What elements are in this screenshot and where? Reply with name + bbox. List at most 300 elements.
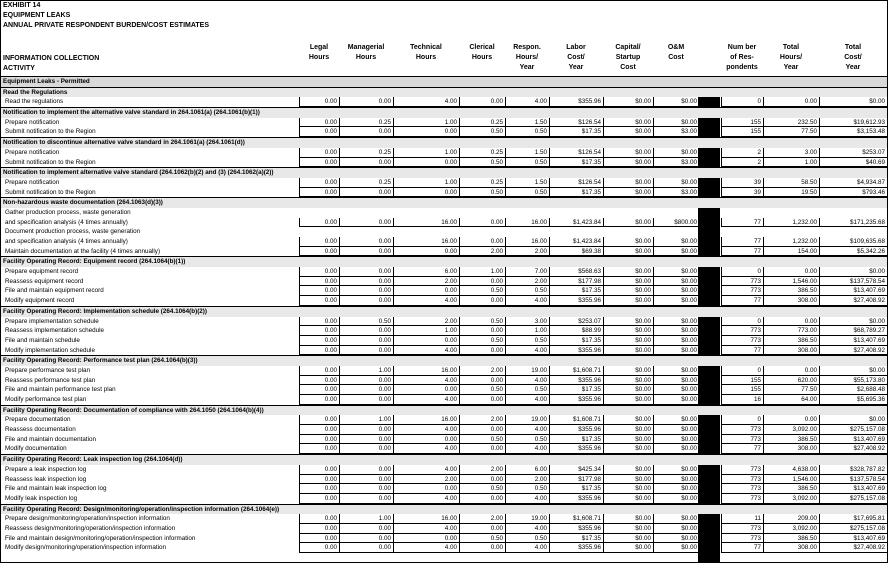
managerial-cell: 0.00 bbox=[339, 494, 393, 504]
clerical-cell: 0.50 bbox=[459, 286, 505, 296]
technical-cell: 0.00 bbox=[393, 484, 459, 494]
total-cost-cell: $5,695.36 bbox=[819, 395, 887, 405]
respondents-cell: 773 bbox=[721, 524, 763, 534]
labor-cost-cell: $1,608.71 bbox=[549, 366, 603, 376]
respondents-cell: 11 bbox=[721, 514, 763, 524]
table-row bbox=[1, 465, 887, 475]
clerical-cell: 2.00 bbox=[459, 366, 505, 376]
respondent-hours-cell: 4.00 bbox=[505, 395, 549, 405]
respondent-hours-cell: 19.00 bbox=[505, 514, 549, 524]
capital-cost-cell: $0.00 bbox=[603, 346, 653, 356]
total-cost-cell: $793.46 bbox=[819, 188, 887, 198]
respondent-hours-cell: 4.00 bbox=[505, 346, 549, 356]
activity-label: Modify design/monitoring/operation/inspection information bbox=[5, 544, 167, 552]
om-cost-cell: $0.00 bbox=[653, 267, 699, 277]
respondent-hours-cell: 19.00 bbox=[505, 415, 549, 425]
om-cost-cell: $0.00 bbox=[653, 385, 699, 395]
total-cost-cell: $13,407.69 bbox=[819, 435, 887, 445]
respondents-cell: 773 bbox=[721, 534, 763, 544]
labor-cost-cell: $425.34 bbox=[549, 465, 603, 475]
managerial-cell: 0.25 bbox=[339, 148, 393, 158]
total-cost-cell: $27,408.92 bbox=[819, 346, 887, 356]
column-header-managerial: Managerial Hours bbox=[347, 44, 385, 61]
total-cost-cell: $5,342.26 bbox=[819, 247, 887, 257]
total-cost-cell: $171,235.68 bbox=[819, 218, 887, 228]
table-row bbox=[1, 395, 887, 405]
respondents-cell: 773 bbox=[721, 435, 763, 445]
total-hours-cell: 386.50 bbox=[763, 336, 819, 346]
capital-cost-cell: $0.00 bbox=[603, 97, 653, 107]
om-cost-cell: $0.00 bbox=[653, 484, 699, 494]
table-row bbox=[1, 208, 887, 227]
technical-cell: 2.00 bbox=[393, 317, 459, 327]
labor-cost-cell: $355.96 bbox=[549, 425, 603, 435]
clerical-cell: 0.50 bbox=[459, 534, 505, 544]
managerial-cell: 0.00 bbox=[339, 376, 393, 386]
technical-cell: 0.00 bbox=[393, 435, 459, 445]
activity-label: File and maintain design/monitoring/operation/inspection information bbox=[5, 534, 196, 542]
legal-cell: 0.00 bbox=[299, 543, 339, 553]
respondent-hours-cell: 19.00 bbox=[505, 366, 549, 376]
activity-label: Modify equipment record bbox=[5, 297, 75, 305]
subsection-header-row bbox=[1, 256, 887, 267]
managerial-cell: 0.00 bbox=[339, 286, 393, 296]
om-cost-cell: $0.00 bbox=[653, 336, 699, 346]
column-header-respondent-hours: Respon. Hours/ Year bbox=[513, 44, 541, 71]
activity-label: Reassess documentation bbox=[5, 426, 76, 434]
table-row bbox=[1, 97, 887, 107]
table-row bbox=[1, 188, 887, 198]
table-row bbox=[1, 326, 887, 336]
om-cost-cell: $0.00 bbox=[653, 148, 699, 158]
activity-label: Reassess implementation schedule bbox=[5, 327, 105, 335]
legal-cell: 0.00 bbox=[299, 425, 339, 435]
respondents-cell: 773 bbox=[721, 465, 763, 475]
activity-label: Submit notification to the Region bbox=[5, 158, 96, 166]
clerical-cell: 0.00 bbox=[459, 494, 505, 504]
capital-cost-cell: $0.00 bbox=[603, 425, 653, 435]
om-cost-cell: $0.00 bbox=[653, 286, 699, 296]
om-cost-cell: $0.00 bbox=[653, 534, 699, 544]
technical-cell: 2.00 bbox=[393, 277, 459, 287]
clerical-cell: 0.00 bbox=[459, 524, 505, 534]
activity-label: File and maintain documentation bbox=[5, 435, 97, 443]
activity-column-header: INFORMATION COLLECTION ACTIVITY bbox=[3, 55, 100, 72]
legal-cell: 0.00 bbox=[299, 178, 339, 188]
total-hours-cell: 232.50 bbox=[763, 118, 819, 128]
clerical-cell: 0.50 bbox=[459, 484, 505, 494]
capital-cost-cell: $0.00 bbox=[603, 218, 653, 228]
respondents-cell: 0 bbox=[721, 267, 763, 277]
capital-cost-cell: $0.00 bbox=[603, 385, 653, 395]
technical-cell: 0.00 bbox=[393, 127, 459, 137]
respondents-cell: 155 bbox=[721, 127, 763, 137]
subsection-header-row bbox=[1, 454, 887, 465]
total-hours-cell: 1,232.00 bbox=[763, 237, 819, 247]
activity-label: Gather production process, waste generation and specification analysis (4 times annually) bbox=[5, 208, 131, 226]
legal-cell: 0.00 bbox=[299, 395, 339, 405]
capital-cost-cell: $0.00 bbox=[603, 148, 653, 158]
table-row bbox=[1, 336, 887, 346]
clerical-cell: 0.25 bbox=[459, 118, 505, 128]
respondent-hours-cell: 16.00 bbox=[505, 218, 549, 228]
activity-label: Submit notification to the Region bbox=[5, 128, 96, 136]
subsection-header-row bbox=[1, 107, 887, 118]
technical-cell: 0.00 bbox=[393, 188, 459, 198]
respondents-cell: 16 bbox=[721, 395, 763, 405]
capital-cost-cell: $0.00 bbox=[603, 465, 653, 475]
legal-cell: 0.00 bbox=[299, 435, 339, 445]
capital-cost-cell: $0.00 bbox=[603, 277, 653, 287]
capital-cost-cell: $0.00 bbox=[603, 494, 653, 504]
total-cost-cell: $3,153.48 bbox=[819, 127, 887, 137]
table-row bbox=[1, 415, 887, 425]
total-cost-cell: $4,934.87 bbox=[819, 178, 887, 188]
om-cost-cell: $3.00 bbox=[653, 127, 699, 137]
technical-cell: 16.00 bbox=[393, 218, 459, 228]
om-cost-cell: $800.00 bbox=[653, 218, 699, 228]
respondent-hours-cell: 0.50 bbox=[505, 385, 549, 395]
managerial-cell: 0.00 bbox=[339, 247, 393, 257]
activity-label: Read the Regulations bbox=[3, 88, 68, 96]
activity-label: Reassess equipment record bbox=[5, 277, 84, 285]
total-cost-cell: $27,408.92 bbox=[819, 543, 887, 553]
om-cost-cell: $0.00 bbox=[653, 317, 699, 327]
technical-cell: 16.00 bbox=[393, 237, 459, 247]
table-row bbox=[1, 346, 887, 356]
legal-cell: 0.00 bbox=[299, 97, 339, 107]
activity-label: Maintain documentation at the facility (4 times annually) bbox=[5, 247, 161, 255]
total-hours-cell: 0.00 bbox=[763, 97, 819, 107]
total-hours-cell: 1,232.00 bbox=[763, 218, 819, 228]
respondent-hours-cell: 0.50 bbox=[505, 286, 549, 296]
capital-cost-cell: $0.00 bbox=[603, 118, 653, 128]
activity-label: Modify leak inspection log bbox=[5, 494, 78, 502]
activity-label: File and maintain schedule bbox=[5, 336, 80, 344]
activity-label: Document production process, waste generation and specification analysis (4 times annually) bbox=[5, 228, 141, 246]
respondent-hours-cell: 7.00 bbox=[505, 267, 549, 277]
technical-cell: 16.00 bbox=[393, 415, 459, 425]
clerical-cell: 2.00 bbox=[459, 514, 505, 524]
activity-label: Prepare a leak inspection log bbox=[5, 465, 87, 473]
labor-cost-cell: $355.96 bbox=[549, 346, 603, 356]
om-cost-cell: $0.00 bbox=[653, 444, 699, 454]
column-header-legal: Legal Hours bbox=[308, 44, 330, 61]
clerical-cell: 0.50 bbox=[459, 127, 505, 137]
respondents-cell: 773 bbox=[721, 286, 763, 296]
technical-cell: 0.00 bbox=[393, 247, 459, 257]
technical-cell: 2.00 bbox=[393, 475, 459, 485]
clerical-cell: 0.00 bbox=[459, 326, 505, 336]
total-hours-cell: 3,092.00 bbox=[763, 524, 819, 534]
clerical-cell: 0.00 bbox=[459, 425, 505, 435]
capital-cost-cell: $0.00 bbox=[603, 317, 653, 327]
technical-cell: 4.00 bbox=[393, 346, 459, 356]
om-cost-cell: $0.00 bbox=[653, 514, 699, 524]
total-cost-cell: $2,688.48 bbox=[819, 385, 887, 395]
respondents-cell: 0 bbox=[721, 317, 763, 327]
managerial-cell: 0.00 bbox=[339, 395, 393, 405]
managerial-cell: 1.00 bbox=[339, 415, 393, 425]
total-hours-cell: 1.00 bbox=[763, 158, 819, 168]
respondent-hours-cell: 0.50 bbox=[505, 336, 549, 346]
activity-label: Modify performance test plan bbox=[5, 396, 87, 404]
subsection-header-row bbox=[1, 197, 887, 208]
managerial-cell: 0.25 bbox=[339, 118, 393, 128]
total-cost-cell: $68,789.27 bbox=[819, 326, 887, 336]
respondents-cell: 2 bbox=[721, 148, 763, 158]
table-row bbox=[1, 514, 887, 524]
capital-cost-cell: $0.00 bbox=[603, 366, 653, 376]
managerial-cell: 0.00 bbox=[339, 475, 393, 485]
activity-label: Submit notification to the Region bbox=[5, 188, 96, 196]
respondent-hours-cell: 3.00 bbox=[505, 317, 549, 327]
managerial-cell: 0.00 bbox=[339, 444, 393, 454]
column-header-total-hours: Total Hours/ Year bbox=[779, 44, 803, 71]
respondents-cell: 155 bbox=[721, 118, 763, 128]
respondent-hours-cell: 1.50 bbox=[505, 118, 549, 128]
respondents-cell: 39 bbox=[721, 178, 763, 188]
activity-label: Facility Operating Record: Equipment record (264.1064(b)(1)) bbox=[3, 258, 186, 266]
technical-cell: 1.00 bbox=[393, 178, 459, 188]
total-cost-cell: $0.00 bbox=[819, 415, 887, 425]
table-row bbox=[1, 227, 887, 246]
capital-cost-cell: $0.00 bbox=[603, 296, 653, 306]
respondents-cell: 77 bbox=[721, 247, 763, 257]
legal-cell: 0.00 bbox=[299, 296, 339, 306]
capital-cost-cell: $0.00 bbox=[603, 267, 653, 277]
respondents-cell: 0 bbox=[721, 366, 763, 376]
total-cost-cell: $13,407.69 bbox=[819, 534, 887, 544]
total-cost-cell: $27,408.92 bbox=[819, 444, 887, 454]
labor-cost-cell: $355.96 bbox=[549, 444, 603, 454]
total-hours-cell: 386.50 bbox=[763, 484, 819, 494]
om-cost-cell: $0.00 bbox=[653, 366, 699, 376]
activity-label: Read the regulations bbox=[5, 98, 64, 106]
technical-cell: 4.00 bbox=[393, 543, 459, 553]
capital-cost-cell: $0.00 bbox=[603, 475, 653, 485]
managerial-cell: 0.00 bbox=[339, 296, 393, 306]
respondent-hours-cell: 6.00 bbox=[505, 465, 549, 475]
total-hours-cell: 308.00 bbox=[763, 346, 819, 356]
subsection-header-row bbox=[1, 306, 887, 317]
respondent-hours-cell: 4.00 bbox=[505, 376, 549, 386]
activity-label: Facility Operating Record: Implementation schedule (264.1064(b)(2)) bbox=[3, 307, 207, 315]
legal-cell: 0.00 bbox=[299, 524, 339, 534]
legal-cell: 0.00 bbox=[299, 465, 339, 475]
clerical-cell: 0.00 bbox=[459, 97, 505, 107]
labor-cost-cell: $17.35 bbox=[549, 127, 603, 137]
table-row bbox=[1, 366, 887, 376]
clerical-cell: 2.00 bbox=[459, 247, 505, 257]
table-row bbox=[1, 317, 887, 327]
managerial-cell: 0.00 bbox=[339, 346, 393, 356]
subsection-header-row bbox=[1, 504, 887, 515]
technical-cell: 1.00 bbox=[393, 118, 459, 128]
capital-cost-cell: $0.00 bbox=[603, 188, 653, 198]
respondents-cell: 77 bbox=[721, 346, 763, 356]
activity-label: Modify implementation schedule bbox=[5, 346, 95, 354]
managerial-cell: 0.00 bbox=[339, 425, 393, 435]
table-row bbox=[1, 286, 887, 296]
total-cost-cell: $137,578.54 bbox=[819, 475, 887, 485]
capital-cost-cell: $0.00 bbox=[603, 543, 653, 553]
activity-label: Notification to discontinue alternative valve standard in 264.1061(a) (264.1061(d)) bbox=[3, 139, 245, 147]
total-hours-cell: 308.00 bbox=[763, 296, 819, 306]
capital-cost-cell: $0.00 bbox=[603, 444, 653, 454]
capital-cost-cell: $0.00 bbox=[603, 524, 653, 534]
capital-cost-cell: $0.00 bbox=[603, 415, 653, 425]
om-cost-cell: $0.00 bbox=[653, 475, 699, 485]
clerical-cell: 2.00 bbox=[459, 415, 505, 425]
total-cost-cell: $0.00 bbox=[819, 366, 887, 376]
respondent-hours-cell: 1.50 bbox=[505, 178, 549, 188]
clerical-cell: 0.50 bbox=[459, 188, 505, 198]
legal-cell: 0.00 bbox=[299, 415, 339, 425]
capital-cost-cell: $0.00 bbox=[603, 237, 653, 247]
respondents-cell: 39 bbox=[721, 188, 763, 198]
activity-label: Prepare implementation schedule bbox=[5, 317, 99, 325]
total-cost-cell: $137,578.54 bbox=[819, 277, 887, 287]
column-header-technical: Technical Hours bbox=[410, 44, 442, 61]
capital-cost-cell: $0.00 bbox=[603, 435, 653, 445]
activity-label: Prepare notification bbox=[5, 148, 60, 156]
total-cost-cell: $0.00 bbox=[819, 267, 887, 277]
capital-cost-cell: $0.00 bbox=[603, 484, 653, 494]
managerial-cell: 0.00 bbox=[339, 218, 393, 228]
capital-cost-cell: $0.00 bbox=[603, 127, 653, 137]
capital-cost-cell: $0.00 bbox=[603, 326, 653, 336]
technical-cell: 4.00 bbox=[393, 97, 459, 107]
technical-cell: 4.00 bbox=[393, 524, 459, 534]
respondent-hours-cell: 4.00 bbox=[505, 97, 549, 107]
clerical-cell: 0.25 bbox=[459, 178, 505, 188]
activity-label: File and maintain performance test plan bbox=[5, 386, 116, 394]
total-hours-cell: 308.00 bbox=[763, 444, 819, 454]
exhibit-heading bbox=[3, 1, 209, 31]
labor-cost-cell: $1,608.71 bbox=[549, 514, 603, 524]
respondent-hours-cell: 0.50 bbox=[505, 158, 549, 168]
managerial-cell: 0.00 bbox=[339, 97, 393, 107]
respondents-cell: 155 bbox=[721, 376, 763, 386]
total-cost-cell: $0.00 bbox=[819, 317, 887, 327]
capital-cost-cell: $0.00 bbox=[603, 158, 653, 168]
total-cost-cell: $55,173.80 bbox=[819, 376, 887, 386]
table-row bbox=[1, 267, 887, 277]
labor-cost-cell: $126.54 bbox=[549, 178, 603, 188]
technical-cell: 0.00 bbox=[393, 534, 459, 544]
legal-cell: 0.00 bbox=[299, 277, 339, 287]
om-cost-cell: $0.00 bbox=[653, 494, 699, 504]
activity-label: Equipment Leaks - Permitted bbox=[3, 78, 90, 85]
activity-label: Prepare notification bbox=[5, 178, 60, 186]
legal-cell: 0.00 bbox=[299, 346, 339, 356]
table-row bbox=[1, 435, 887, 445]
clerical-cell: 0.00 bbox=[459, 277, 505, 287]
exhibit-subject: EQUIPMENT LEAKS bbox=[3, 12, 71, 19]
legal-cell: 0.00 bbox=[299, 514, 339, 524]
respondents-cell: 773 bbox=[721, 336, 763, 346]
om-cost-cell: $3.00 bbox=[653, 158, 699, 168]
table-row bbox=[1, 444, 887, 454]
managerial-cell: 0.00 bbox=[339, 326, 393, 336]
activity-label: Prepare equipment record bbox=[5, 268, 79, 276]
total-hours-cell: 209.00 bbox=[763, 514, 819, 524]
capital-cost-cell: $0.00 bbox=[603, 514, 653, 524]
labor-cost-cell: $355.96 bbox=[549, 97, 603, 107]
om-cost-cell: $0.00 bbox=[653, 97, 699, 107]
technical-cell: 4.00 bbox=[393, 425, 459, 435]
exhibit-number: EXHIBIT 14 bbox=[3, 2, 41, 9]
technical-cell: 0.00 bbox=[393, 336, 459, 346]
capital-cost-cell: $0.00 bbox=[603, 178, 653, 188]
labor-cost-cell: $126.54 bbox=[549, 148, 603, 158]
total-hours-cell: 0.00 bbox=[763, 317, 819, 327]
table-row bbox=[1, 475, 887, 485]
managerial-cell: 0.00 bbox=[339, 158, 393, 168]
capital-cost-cell: $0.00 bbox=[603, 395, 653, 405]
total-hours-cell: 4,638.00 bbox=[763, 465, 819, 475]
table-row bbox=[1, 494, 887, 504]
managerial-cell: 0.00 bbox=[339, 484, 393, 494]
table-row bbox=[1, 425, 887, 435]
respondents-cell: 773 bbox=[721, 475, 763, 485]
legal-cell: 0.00 bbox=[299, 494, 339, 504]
labor-cost-cell: $355.96 bbox=[549, 543, 603, 553]
labor-cost-cell: $17.35 bbox=[549, 188, 603, 198]
capital-cost-cell: $0.00 bbox=[603, 376, 653, 386]
capital-cost-cell: $0.00 bbox=[603, 534, 653, 544]
technical-cell: 16.00 bbox=[393, 514, 459, 524]
subsection-header-row bbox=[1, 167, 887, 178]
labor-cost-cell: $17.35 bbox=[549, 286, 603, 296]
legal-cell: 0.00 bbox=[299, 267, 339, 277]
total-hours-cell: 64.00 bbox=[763, 395, 819, 405]
managerial-cell: 0.00 bbox=[339, 385, 393, 395]
total-cost-cell: $17,695.81 bbox=[819, 514, 887, 524]
column-header-respondents: Num ber of Res- pondents bbox=[726, 44, 758, 71]
clerical-cell: 0.00 bbox=[459, 376, 505, 386]
section-header-row bbox=[1, 76, 887, 87]
respondent-hours-cell: 0.50 bbox=[505, 534, 549, 544]
clerical-cell: 0.50 bbox=[459, 435, 505, 445]
legal-cell: 0.00 bbox=[299, 158, 339, 168]
labor-cost-cell: $355.96 bbox=[549, 395, 603, 405]
table-row bbox=[1, 127, 887, 137]
total-cost-cell: $40.69 bbox=[819, 158, 887, 168]
labor-cost-cell: $69.38 bbox=[549, 247, 603, 257]
table-row bbox=[1, 277, 887, 287]
managerial-cell: 0.00 bbox=[339, 237, 393, 247]
legal-cell: 0.00 bbox=[299, 385, 339, 395]
technical-cell: 4.00 bbox=[393, 376, 459, 386]
legal-cell: 0.00 bbox=[299, 366, 339, 376]
column-header-total-cost: Total Cost/ Year bbox=[844, 44, 862, 71]
clerical-cell: 0.00 bbox=[459, 218, 505, 228]
technical-cell: 4.00 bbox=[393, 494, 459, 504]
table-row bbox=[1, 376, 887, 386]
legal-cell: 0.00 bbox=[299, 376, 339, 386]
table-row bbox=[1, 543, 887, 553]
total-hours-cell: 3.00 bbox=[763, 148, 819, 158]
om-cost-cell: $0.00 bbox=[653, 247, 699, 257]
om-cost-cell: $0.00 bbox=[653, 435, 699, 445]
subsection-header-row bbox=[1, 355, 887, 366]
activity-label: Reassess design/monitoring/operation/inspection information bbox=[5, 524, 176, 532]
om-cost-cell: $3.00 bbox=[653, 188, 699, 198]
total-hours-cell: 0.00 bbox=[763, 366, 819, 376]
respondents-cell: 0 bbox=[721, 97, 763, 107]
